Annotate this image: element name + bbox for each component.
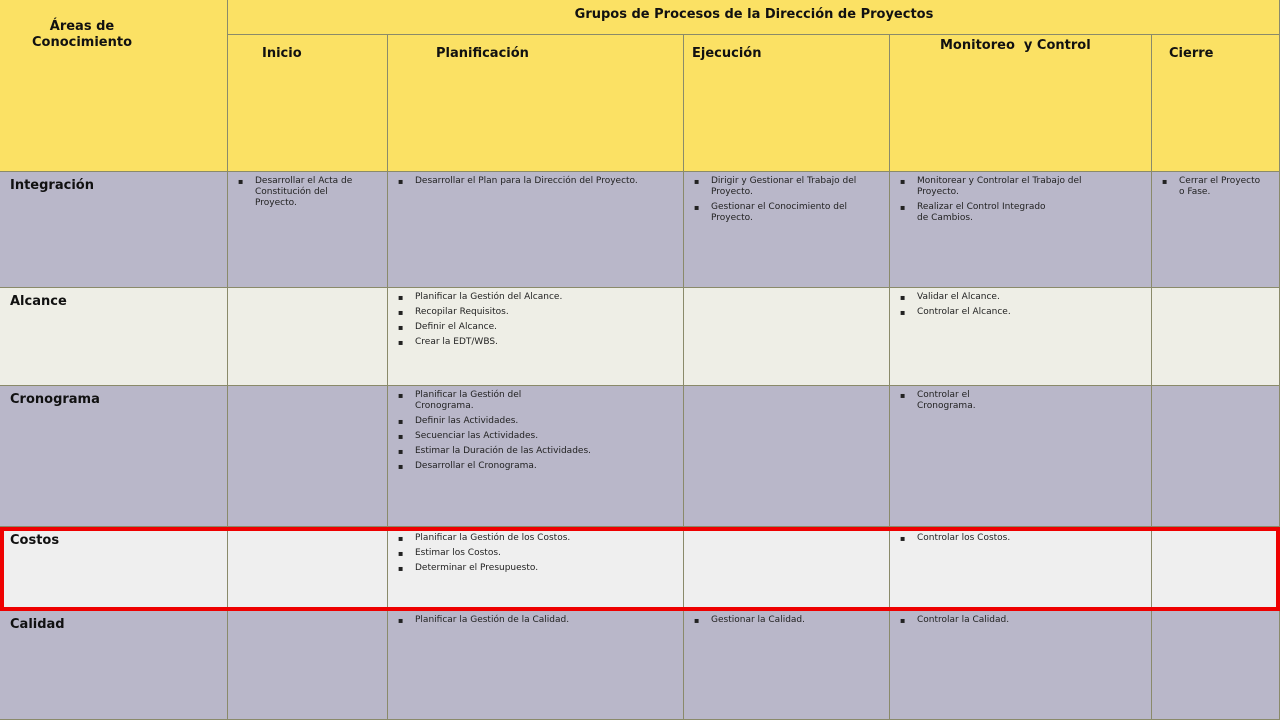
row-cronograma-planificacion [388,386,684,527]
process-item: ▪ Gestionar el Conocimiento del Proyecto. [694,202,881,224]
process-list [900,176,1111,228]
row-calidad-area [0,611,228,720]
row-calidad-cierre [1152,611,1280,720]
process-list [694,615,881,630]
process-item: ▪ Monitorear y Controlar el Trabajo del Proyecto. [900,176,1111,198]
row-integracion-monitoreo [890,172,1152,288]
row-alcance-ejecucion [684,288,890,386]
column-header-label: Cierre [1169,46,1214,61]
column-header-label: Inicio [262,46,302,61]
process-item: ▪ Desarrollar el Acta de Constitución del Proyecto. [238,176,361,209]
row-costos-planificacion [388,527,684,611]
row-integracion-cierre [1152,172,1280,288]
column-header-label: Ejecución [692,46,762,61]
row-alcance-cierre [1152,288,1280,386]
process-list [900,615,1143,630]
groups-title: Grupos de Procesos de la Dirección de Proyectos [574,7,934,22]
process-item: ▪ Definir el Alcance. [398,322,675,333]
areas-header-cell [0,0,228,172]
area-title: Calidad [10,617,65,632]
process-item: ▪ Controlar el Cronograma. [900,390,1143,412]
process-item: ▪ Planificar la Gestión de los Costos. [398,533,675,544]
process-item: ▪ Controlar el Alcance. [900,307,1143,318]
process-list [900,533,1143,548]
process-list [900,292,1143,322]
process-item: ▪ Dirigir y Gestionar el Trabajo del Proyecto. [694,176,881,198]
row-cronograma-cierre [1152,386,1280,527]
row-alcance-inicio [228,288,388,386]
process-list [398,533,675,578]
area-title: Costos [10,533,60,548]
row-calidad-inicio [228,611,388,720]
process-item: ▪ Desarrollar el Plan para la Dirección del Proyecto. [398,176,675,187]
process-item: ▪ Recopilar Requisitos. [398,307,675,318]
column-header-label: Monitoreo y Control [940,38,1091,53]
row-costos-inicio [228,527,388,611]
process-item: ▪ Cerrar el Proyecto o Fase. [1162,176,1267,198]
areas-header-label: Áreas de Conocimiento [31,19,133,50]
row-cronograma-monitoreo [890,386,1152,527]
process-list [398,615,675,630]
row-costos-cierre [1152,527,1280,611]
process-item: ▪ Estimar los Costos. [398,548,675,559]
process-list [398,176,675,191]
process-item: ▪ Realizar el Control Integrado de Cambios. [900,202,1111,224]
process-item: ▪ Controlar la Calidad. [900,615,1143,626]
process-item: ▪ Gestionar la Calidad. [694,615,881,626]
process-item: ▪ Crear la EDT/WBS. [398,337,675,348]
process-item: ▪ Planificar la Gestión de la Calidad. [398,615,675,626]
process-item: ▪ Controlar los Costos. [900,533,1143,544]
column-header-monitoreo [890,35,1152,172]
process-list [238,176,361,213]
process-item: ▪ Secuenciar las Actividades. [398,431,675,442]
row-alcance-planificacion [388,288,684,386]
row-cronograma-inicio [228,386,388,527]
process-list [398,292,675,352]
process-item: ▪ Determinar el Presupuesto. [398,563,675,574]
column-header-planificacion [388,35,684,172]
row-costos-ejecucion [684,527,890,611]
process-item: ▪ Desarrollar el Cronograma. [398,461,675,472]
row-alcance-area [0,288,228,386]
area-title: Alcance [10,294,67,309]
row-integracion-ejecucion [684,172,890,288]
column-header-label: Planificación [436,46,529,61]
process-item: ▪ Validar el Alcance. [900,292,1143,303]
process-item: ▪ Planificar la Gestión del Alcance. [398,292,675,303]
column-header-ejecucion [684,35,890,172]
process-item: ▪ Estimar la Duración de las Actividades. [398,446,675,457]
row-cronograma-area [0,386,228,527]
process-list [900,390,1143,416]
row-calidad-ejecucion [684,611,890,720]
area-title: Integración [10,178,94,193]
process-list [694,176,881,228]
row-costos-monitoreo [890,527,1152,611]
process-list [398,390,675,476]
area-title: Cronograma [10,392,100,407]
row-integracion-area [0,172,228,288]
groups-title-cell [228,0,1280,35]
row-calidad-monitoreo [890,611,1152,720]
process-list [1162,176,1267,202]
column-header-inicio [228,35,388,172]
row-cronograma-ejecucion [684,386,890,527]
process-item: ▪ Planificar la Gestión del Cronograma. [398,390,675,412]
row-integracion-planificacion [388,172,684,288]
column-header-cierre [1152,35,1280,172]
row-costos-area [0,527,228,611]
row-calidad-planificacion [388,611,684,720]
row-integracion-inicio [228,172,388,288]
row-alcance-monitoreo [890,288,1152,386]
process-item: ▪ Definir las Actividades. [398,416,675,427]
